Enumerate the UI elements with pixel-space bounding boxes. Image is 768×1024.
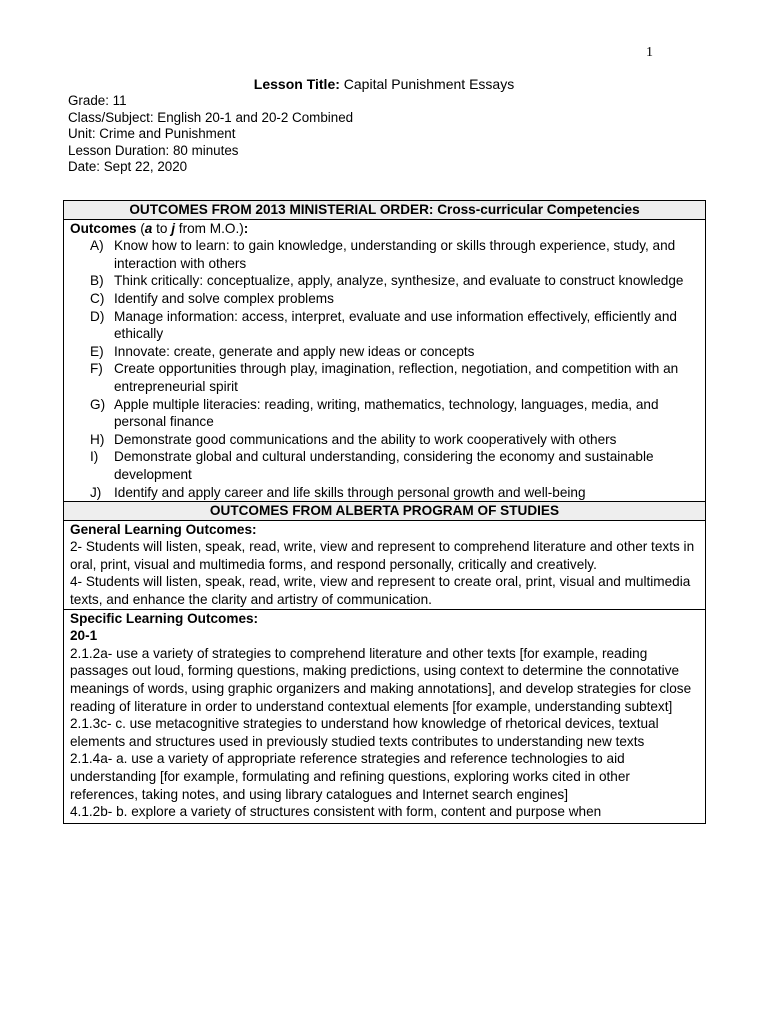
specific-outcome: 2.1.3c- c. use metacognitive strategies to understand how knowledge of rhetorical devices, textual elements and structures used in previously studied texts contributes to understanding new texts [70,716,659,749]
meta-duration: Lesson Duration: 80 minutes [68,142,239,158]
list-item: E) Innovate: create, generate and apply new ideas or concepts [90,343,475,359]
specific-outcomes-label: Specific Learning Outcomes: [70,610,259,626]
general-outcome-4: 4- Students will listen, speak, read, write, view and represent to create oral, print, visual and multimedia texts, and enhance the clarity and artistry of communication. [70,574,691,608]
general-outcomes-label: General Learning Outcomes: [70,521,257,537]
specific-outcome: 2.1.2a- use a variety of strategies to comprehend literature and other texts [for example, reading passages out loud, forming questions, making predictions, using context to determine the connotative meanings of words, using graphic organizers and making annotations], and develop strategies for close reading of literature in order to understand contextual elements [for example, understanding subtext] [70,645,692,714]
outcomes-table [63,200,706,824]
lesson-title-value: Capital Punishment Essays [343,76,515,92]
general-outcomes-cell [64,520,706,609]
lesson-title-label: Lesson Title: [253,76,340,92]
list-item: H) Demonstrate good communications and the ability to work cooperatively with others [90,431,617,447]
section-header-ministerial: OUTCOMES FROM 2013 MINISTERIAL ORDER: Cross-curricular Competencies [64,201,706,220]
list-item: D) Manage information: access, interpret, evaluate and use information effectively, efficiently and ethically [90,308,677,342]
list-item: I) Demonstrate global and cultural understanding, considering the economy and sustainable development [90,449,654,482]
list-item: J) Identify and apply career and life skills through personal growth and well-being [90,484,586,500]
meta-grade: Grade: 11 [68,93,127,108]
specific-outcomes-cell [64,609,706,824]
list-item: G) Apple multiple literacies: reading, writing, mathematics, technology, languages, media, and personal finance [90,396,659,430]
list-item: A) Know how to learn: to gain knowledge, understanding or skills through experience, study, and interaction with others [90,238,676,271]
list-item: B) Think critically: conceptualize, apply, analyze, synthesize, and evaluate to construct knowledge [90,273,684,289]
page-number: 1 [646,45,653,60]
lesson-title [0,76,768,92]
competencies-list [70,237,699,501]
meta-date: Date: Sept 22, 2020 [68,159,188,175]
outcomes-label: Outcomes (a to j from M.O.): [70,220,249,236]
list-item: F) Create opportunities through play, imagination, reflection, negotiation, and competition with an entrepreneurial spirit [90,361,679,394]
course-label: 20-1 [70,628,98,644]
meta-class-subject: Class/Subject: English 20-1 and 20-2 Combined [68,109,354,125]
general-outcome-2: 2- Students will listen, speak, read, write, view and represent to comprehend literature and other texts in oral, print, visual and multimedia forms, and respond personally, critically and creatively. [70,539,695,572]
meta-unit: Unit: Crime and Punishment [68,126,236,142]
specific-outcome: 4.1.2b- b. explore a variety of structures consistent with form, content and purpose when [70,804,602,820]
lesson-meta [68,93,353,176]
section-header-program: OUTCOMES FROM ALBERTA PROGRAM OF STUDIES [64,502,706,521]
specific-outcome: 2.1.4a- a. use a variety of appropriate reference strategies and reference technologies to aid understanding [for example, formulating and refining questions, exploring works cited in other references, taking notes, and using library catalogues and Internet search engines] [70,751,630,802]
competencies-cell [64,219,706,502]
list-item: C) Identify and solve complex problems [90,290,334,306]
